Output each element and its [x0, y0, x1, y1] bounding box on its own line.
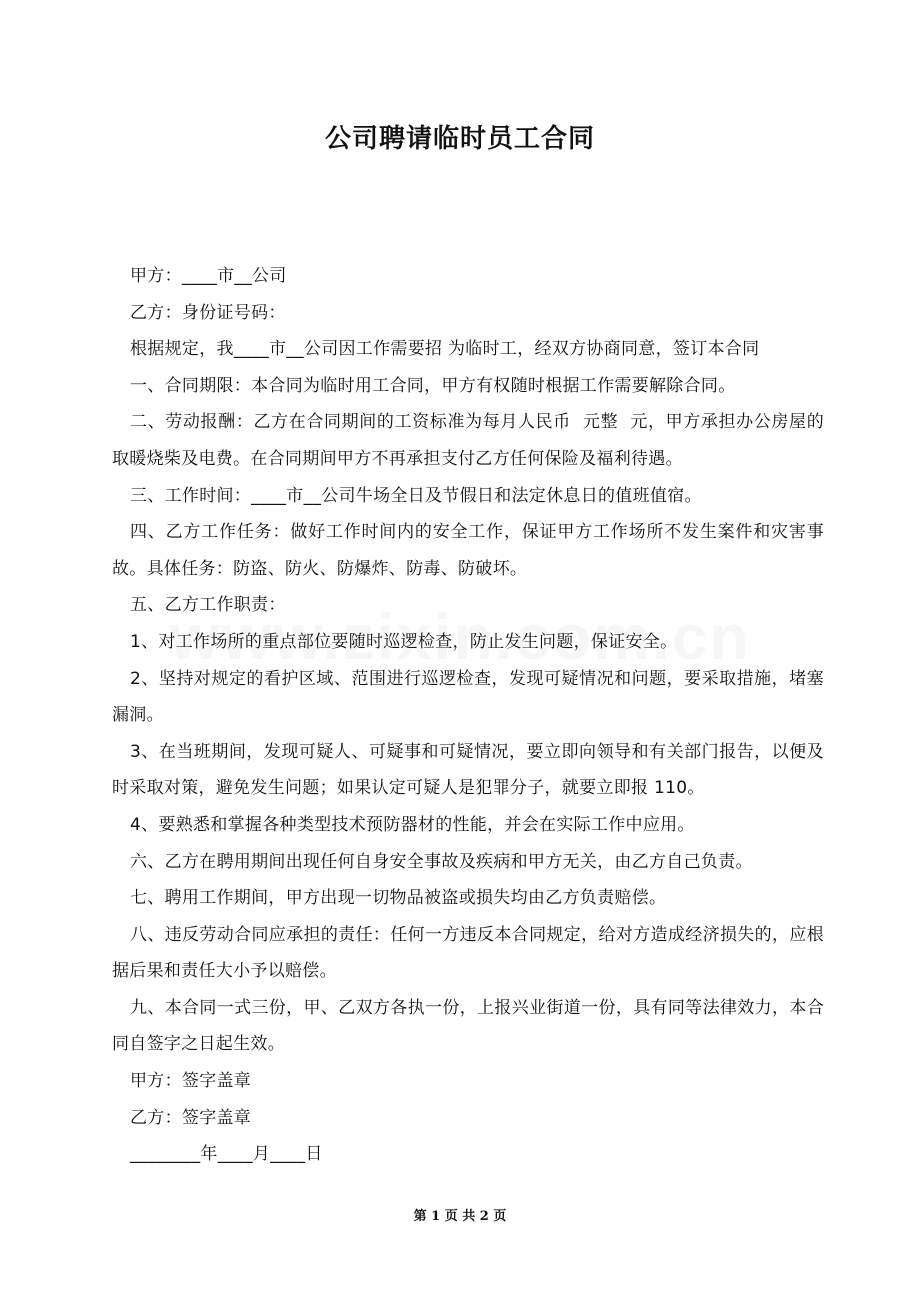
party-a-line: 甲方：____市__公司: [130, 266, 287, 286]
clause-7-compensation: 七、聘用工作期间，甲方出现一切物品被盗或损失均由乙方负责赔偿。: [130, 888, 667, 909]
clause-6-accidents: 六、乙方在聘用期间出现任何自身安全事故及疾病和甲方无关，由乙方自己负责。: [130, 851, 753, 872]
page-number: 第 1 页 共 2 页: [413, 1209, 507, 1224]
party-b-line: 乙方：身份证号码：: [130, 302, 286, 323]
duty-item-3: 3、在当班期间，发现可疑人、可疑事和可疑情况，要立即向领导和有关部门报告，以便及时采取对策，避免发生问题；如果认定可疑人是犯罪分子，就要立即报 110。: [112, 741, 824, 799]
contract-body: [112, 258, 824, 1173]
party-b-signature: 乙方：签字盖章: [130, 1107, 252, 1128]
document-title: 公司聘请临时员工合同: [324, 124, 595, 154]
clause-8-liability: 八、违反劳动合同应承担的责任：任何一方违反本合同规定，给对方造成经济损失的，应根据后果和责任大小予以赔偿。: [112, 924, 824, 982]
clause-2-remuneration: 二、劳动报酬：乙方在合同期间的工资标准为每月人民币 元整 元，甲方承担办公房屋的取暖烧柴及电费。在合同期间甲方不再承担支付乙方任何保险及福利待遇。: [112, 412, 824, 469]
clause-4-tasks: 四、乙方工作任务：做好工作时间内的安全工作，保证甲方工作场所不发生案件和灾害事故。具体任务：防盗、防火、防爆炸、防毒、防破坏。: [112, 522, 824, 579]
date-line: ________年____月____日: [130, 1144, 323, 1165]
clause-9-copies: 九、本合同一式三份，甲、乙双方各执一份，上报兴业街道一份，具有同等法律效力，本合同自签字之日起生效。: [112, 997, 824, 1055]
clause-3-work-time: 三、工作时间：____市__公司牛场全日及节假日和法定休息日的值班值宿。: [130, 485, 702, 506]
duty-item-1: 1、对工作场所的重点部位要随时巡逻检查，防止发生问题，保证安全。: [130, 631, 678, 652]
preamble-paragraph: 根据规定，我____市__公司因工作需要招 为临时工，经双方协商同意，签订本合同: [130, 339, 760, 360]
duty-item-2: 2、坚持对规定的看护区域、范围进行巡逻检查，发现可疑情况和问题，要采取措施，堵塞漏洞。: [112, 668, 824, 726]
party-a-signature: 甲方：签字盖章: [130, 1071, 252, 1092]
clause-1-term: 一、合同期限：本合同为临时用工合同，甲方有权随时根据工作需要解除合同。: [130, 375, 736, 396]
clause-5-duties-heading: 五、乙方工作职责：: [130, 595, 286, 616]
duty-item-4: 4、要熟悉和掌握各种类型技术预防器材的性能，并会在实际工作中应用。: [130, 814, 695, 835]
